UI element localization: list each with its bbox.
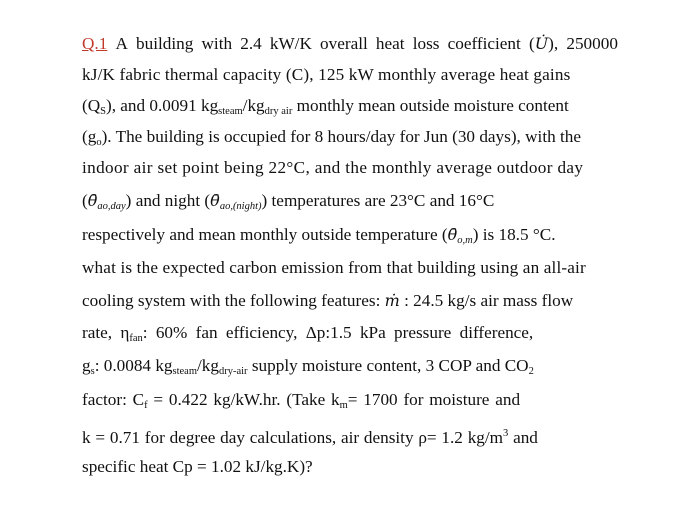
question-line-12: factor: $C_f = 0.422$ kg/kW.hr. (Take $k_m= 1700$ for moisture and <box>82 390 521 411</box>
word: kW/K <box>269 34 312 53</box>
question-line-6: $(\thetā_{ao,day})$ and night $(\thetā_{ao,(night)})$ temperatures are 23°C and 16°C <box>82 191 495 212</box>
word: 2.4 <box>240 34 262 53</box>
question-line-10: rate, $\eta_{fan}$: 60% fan efficiency, Δp:1.5 kPa pressure difference, <box>82 323 534 344</box>
question-line-8: what is the expected carbon emission from that building using an all-air <box>82 258 586 277</box>
word: heat <box>375 34 405 53</box>
question-line-5: indoor air set point being 22°C, and the monthly average outdoor day <box>82 158 584 177</box>
question-line-2: kJ/K fabric thermal capacity (C), 125 kW monthly average heat gains <box>82 65 571 84</box>
question-line-3: $(Q_S)$, and 0.0091 $kg_{steam}/kg_{dry air}$ monthly mean outside moisture content <box>82 96 569 117</box>
word: A <box>115 34 128 53</box>
word: (U̇), <box>528 34 559 53</box>
question-line-4: $(g_o)$. The building is occupied for 8 hours/day for Jun (30 days), with the <box>82 127 581 148</box>
word: overall <box>320 34 368 53</box>
u-dot-symbol: U̇ <box>534 34 549 53</box>
question-line-1 <box>82 33 618 55</box>
word: coefficient <box>447 34 521 53</box>
word: with <box>201 34 233 53</box>
question-line-9: cooling system with the following features: ṁ : 24.5 kg/s air mass flow <box>82 291 574 310</box>
question-line-11: $g_s$: 0.0084 $kg_{steam}/kg_{dry-air}$ supply moisture content, 3 COP and $CO_2$ <box>82 356 534 377</box>
question-number[interactable]: Q.1 <box>82 34 108 53</box>
question-line-14: specific heat Cp = 1.02 kJ/kg.K)? <box>82 457 313 476</box>
question-line-7: respectively and mean monthly outside temperature $(\thetā_{o,m})$ is 18.5 °C. <box>82 225 556 246</box>
word: 250000 <box>566 34 618 53</box>
word: loss <box>412 34 440 53</box>
word: building <box>136 34 194 53</box>
question-line-13: k = 0.71 for degree day calculations, air density ρ= 1.2 $kg/m^3$ and <box>82 428 538 447</box>
